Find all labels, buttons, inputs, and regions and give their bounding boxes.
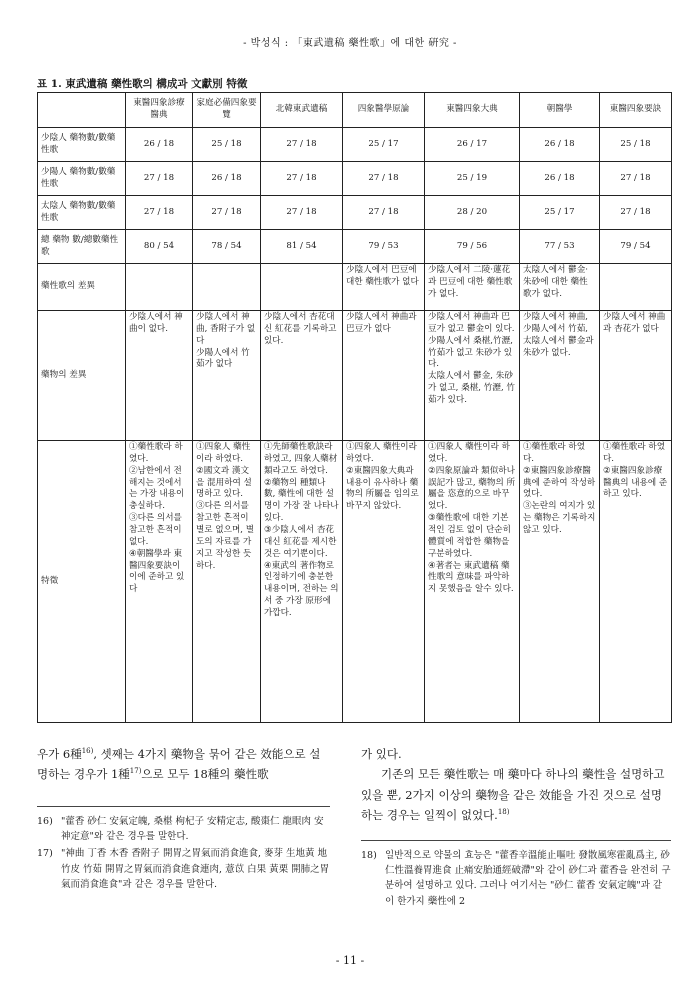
footnote-text: 일반적으로 약물의 효능은 "藿香辛溫能止嘔吐 發散風寒霍亂爲主, 砂仁性溫養胃進食 止痛安胎通經破滯"와 같이 砂仁과 藿香을 완전히 구분하여 설명하고 있다. 그러나 여기서는 "砂仁 藿香 安氣定魄"과 같이 한가지 藥性에 2 (385, 850, 671, 907)
table-cell: 26 / 18 (193, 162, 261, 196)
table-cell: ①四象人 藥性이라 하였다. ②東醫四象大典과 내용이 유사하나 藥物의 所屬을 임의로 바꾸지 않았다. (343, 441, 425, 723)
footnote-marker: 16) (37, 816, 53, 827)
table-row (38, 311, 672, 441)
table-cell: 27 / 18 (261, 162, 343, 196)
table-cell: 78 / 54 (193, 230, 261, 264)
table-cell: 79 / 54 (600, 230, 672, 264)
footnote (361, 848, 671, 909)
row-label: 藥性歌의 差異 (38, 264, 126, 311)
table-cell: 少陰人에서 神曲, 香附子가 없다 少陽人에서 竹茹가 없다 (193, 311, 261, 441)
table-row (38, 441, 672, 723)
table-header-row (38, 93, 672, 128)
table-cell: 26 / 18 (520, 162, 600, 196)
table-cell: 27 / 18 (193, 196, 261, 230)
footnotes-left (37, 814, 330, 894)
table-cell: 少陰人에서 巴豆에 대한 藥性歌가 없다 (343, 264, 425, 311)
table-cell: ①藥性歌라 하였다. ②東醫四象診療醫典에 준하여 작성하였다. ③논란의 여지가 있는 藥物은 기록하지 않고 있다. (520, 441, 600, 723)
table-cell: 少陰人에서 神曲이 없다. (126, 311, 193, 441)
table-cell (600, 264, 672, 311)
body-paragraph (361, 764, 671, 825)
table-cell: 少陰人에서 神曲과 巴豆가 없다 (343, 311, 425, 441)
footnote-marker: 17) (37, 848, 53, 860)
table-cell: 太陰人에서 鬱金·朱砂에 대한 藥性歌가 없다. (520, 264, 600, 311)
column-header: 朝醫學 (520, 93, 600, 128)
table-cell: 81 / 54 (261, 230, 343, 264)
table-cell (261, 264, 343, 311)
footnotes-right (361, 848, 671, 911)
body-paragraph-left (37, 744, 330, 785)
table-cell: 27 / 18 (343, 162, 425, 196)
table-cell: ①四象人 藥性이라 하였다. ②國文과 漢文을 混用하여 설명하고 있다. ③다른 의서를 참고한 흔적이 별로 없으며, 별도의 자료를 가지고 작성한 듯하다. (193, 441, 261, 723)
body-text: 우가 6種 (37, 747, 82, 761)
table-cell: ①藥性歌라 하였다. ②東醫四象診療醫典의 내용에 준하고 있다. (600, 441, 672, 723)
body-text: 기존의 모든 藥性歌는 매 藥마다 하나의 藥性을 설명하고 있을 뿐, 2가지 이상의 藥物을 같은 效能을 가진 것으로 설명하는 경우는 일찍이 없었다. (361, 767, 665, 823)
table-cell: 26 / 18 (520, 128, 600, 162)
row-label: 總 藥物 數/總數藥性歌 (38, 230, 126, 264)
column-header (38, 93, 126, 128)
table-cell: 80 / 54 (126, 230, 193, 264)
body-text: 으로 모두 18種의 藥性歌 (141, 767, 269, 782)
comparison-table (37, 92, 672, 723)
table-cell: 27 / 18 (261, 196, 343, 230)
table-cell: ①先師藥性歌訣라 하였고, 四象人藥材類라고도 하였다. ②藥物의 種類나 數, 藥性에 대한 설명이 가장 잘 나타나 있다. ③少陰人에서 杏花 대신 紅花를 제시한 것은 여기뿐이다. ④東武의 著作物로 인정하기에 충분한 내용이며, 전하는 의서 중 가장 原形에 가깝다. (261, 441, 343, 723)
column-header: 四象醫學原論 (343, 93, 425, 128)
table-cell: 79 / 53 (343, 230, 425, 264)
body-paragraph-right (361, 744, 671, 826)
column-header: 東醫四象診療醫典 (126, 93, 193, 128)
table-cell: 77 / 53 (520, 230, 600, 264)
table-row (38, 230, 672, 264)
table-row (38, 162, 672, 196)
footnote (37, 846, 330, 892)
row-label: 少陽人 藥物數/數藥性歌 (38, 162, 126, 196)
footnote-divider (361, 840, 671, 841)
footnote-text: "神曲 丁香 木香 香附子 開胃之胃氣而消食進食, 麥芽 生地黃 地竹皮 竹茹 開胃之胃氣而消食進食連肉, 薏苡 白果 黃栗 開肺之胃氣而消食進食"과 같은 경우를 말한다. (61, 848, 330, 890)
table-cell: 27 / 18 (600, 162, 672, 196)
table-cell: 27 / 18 (126, 162, 193, 196)
row-label: 太陰人 藥物數/數藥性歌 (38, 196, 126, 230)
table-cell: ①藥性歌라 하였다. ②남한에서 전해지는 것에서는 가장 내용이 충실하다. ③다른 의서를 참고한 흔적이 없다. ④朝醫學과 東醫四象要訣이 이에 준하고 있다 (126, 441, 193, 723)
table-caption: 표 1. 東武遺稿 藥性歌의 構成과 文獻別 特徵 (37, 78, 248, 90)
table-row (38, 128, 672, 162)
table-cell: 25 / 17 (343, 128, 425, 162)
table-cell: 27 / 18 (261, 128, 343, 162)
table-row (38, 264, 672, 311)
footnote-divider (37, 806, 330, 807)
column-header: 北韓東武遺稿 (261, 93, 343, 128)
body-text: , 셋째는 4가지 藥物을 묶어 같은 效能으로 설명하는 경우가 1種 (37, 747, 321, 782)
table-cell: 26 / 17 (425, 128, 520, 162)
table-cell: 25 / 17 (520, 196, 600, 230)
table-cell: 25 / 18 (600, 128, 672, 162)
running-header: - 박성식 : 「東武遺稿 藥性歌」에 대한 硏究 - (243, 38, 457, 49)
table-cell: 79 / 56 (425, 230, 520, 264)
table-cell: 28 / 20 (425, 196, 520, 230)
table-cell: ①四象人 藥性이라 하였다. ②四象原論과 類似하나 誤記가 많고, 藥物의 所屬을 恣意的으로 바꾸었다. ③藥性歌에 대한 기본적인 검토 없이 단순히 體質에 적합한 藥物을 구분하였다. ④著者는 東武遺稿 藥性歌의 意味를 파악하지 못했음을 알수 있다. (425, 441, 520, 723)
column-header: 東醫四象大典 (425, 93, 520, 128)
footnote-marker: 18) (361, 850, 377, 861)
table-cell: 25 / 18 (193, 128, 261, 162)
footnote-text: "藿香 砂仁 安氣定魄, 桑椹 枸杞子 安精定志, 酸棗仁 龍眼肉 安神定意"와 같은 경우를 말한다. (61, 816, 324, 843)
table-cell: 少陰人에서 神曲, 少陽人에서 竹茹, 太陰人에서 鬱金과 朱砂가 없다. (520, 311, 600, 441)
table-cell: 27 / 18 (343, 196, 425, 230)
footnote-ref: 17) (129, 767, 142, 776)
table-cell: 27 / 18 (126, 196, 193, 230)
table-cell: 少陰人에서 杏花대신 紅花를 기록하고 있다. (261, 311, 343, 441)
table-cell: 27 / 18 (600, 196, 672, 230)
page-number: - 11 - (335, 954, 365, 967)
footnote (37, 814, 330, 844)
row-label: 藥物의 差異 (38, 311, 126, 441)
row-label: 特徵 (38, 441, 126, 723)
table-cell: 25 / 19 (425, 162, 520, 196)
body-text: 가 있다. (361, 747, 402, 761)
row-label: 少陰人 藥物數/數藥性歌 (38, 128, 126, 162)
footnote-ref: 16) (81, 747, 94, 756)
table-cell: 少陰人에서 二陵·蓮花과 巴豆에 대한 藥性歌가 없다. (425, 264, 520, 311)
table-cell (126, 264, 193, 311)
table-cell: 少陰人에서 神曲과 巴豆가 없고 鬱金이 있다. 少陽人에서 桑椹,竹瀝,竹茹가 없고 朱砂가 있다. 太陰人에서 鬱金, 朱砂가 없고, 桑椹, 竹瀝, 竹茹가 있다. (425, 311, 520, 441)
footnote-ref: 18) (497, 808, 510, 817)
column-header: 家庭必備四象要覽 (193, 93, 261, 128)
table-cell (193, 264, 261, 311)
table-row (38, 196, 672, 230)
column-header: 東醫四象要訣 (600, 93, 672, 128)
table-cell: 少陰人에서 神曲과 杏花가 없다 (600, 311, 672, 441)
table-cell: 26 / 18 (126, 128, 193, 162)
